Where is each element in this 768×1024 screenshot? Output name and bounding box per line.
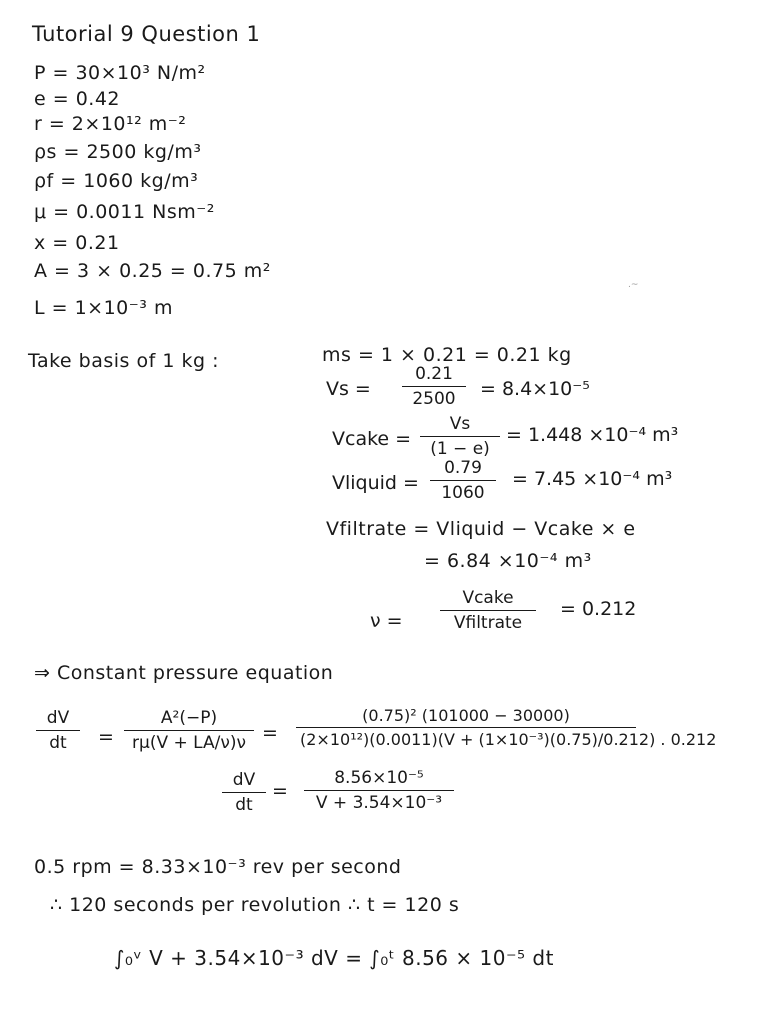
equals-sign: = bbox=[98, 726, 114, 748]
dvdt-fraction-2 bbox=[222, 770, 266, 815]
given-thickness: L = 1×10⁻³ m bbox=[34, 297, 173, 319]
given-pressure: P = 30×10³ N/m² bbox=[34, 62, 206, 84]
vs-result: = 8.4×10⁻⁵ bbox=[480, 378, 590, 400]
result-numerator: 8.56×10⁻⁵ bbox=[334, 768, 424, 788]
vcake-numerator: Vs bbox=[449, 414, 471, 434]
given-area: A = 3 × 0.25 = 0.75 m² bbox=[34, 260, 271, 282]
given-resistance: r = 2×10¹² m⁻² bbox=[34, 113, 187, 135]
basis-label: Take basis of 1 kg : bbox=[28, 350, 219, 372]
vliquid-denominator: 1060 bbox=[441, 483, 485, 503]
given-mass-fraction: x = 0.21 bbox=[34, 232, 120, 254]
equals-sign-2: = bbox=[262, 722, 278, 744]
given-fluid-density: ρf = 1060 kg/m³ bbox=[34, 170, 199, 192]
result-denominator: V + 3.54×10⁻³ bbox=[315, 793, 443, 813]
nu-fraction bbox=[440, 588, 536, 633]
integral-equation: ∫₀ᵛ V + 3.54×10⁻³ dV = ∫₀ᵗ 8.56 × 10⁻⁵ dt bbox=[114, 946, 554, 970]
dvdt-denominator: dt bbox=[49, 733, 67, 753]
nu-denominator: Vfiltrate bbox=[453, 613, 523, 633]
vfiltrate-line: Vfiltrate = Vliquid − Vcake × e bbox=[326, 518, 636, 540]
general-denominator: rμ(V + LA/ν)ν bbox=[132, 733, 246, 753]
result-fraction bbox=[304, 768, 454, 813]
vliquid-result: = 7.45 ×10⁻⁴ m³ bbox=[512, 468, 673, 490]
vs-denominator: 2500 bbox=[412, 389, 456, 409]
equals-sign-3: = bbox=[272, 780, 288, 802]
nu-lhs: ν = bbox=[370, 610, 403, 632]
solid-mass-line: ms = 1 × 0.21 = 0.21 kg bbox=[322, 344, 572, 366]
rotation-rate-line: 0.5 rpm = 8.33×10⁻³ rev per second bbox=[34, 856, 402, 878]
constant-pressure-label: ⇒ Constant pressure equation bbox=[34, 662, 334, 684]
substituted-denominator: (2×10¹²)(0.0011)(V + (1×10⁻³)(0.75)/0.212) . 0.212 bbox=[300, 730, 717, 749]
given-solid-density: ρs = 2500 kg/m³ bbox=[34, 141, 202, 163]
vs-fraction bbox=[402, 364, 466, 409]
pen-mark: .~ bbox=[628, 280, 639, 290]
substituted-numerator: (0.75)² (101000 − 30000) bbox=[362, 706, 570, 725]
vliquid-lhs: Vliquid = bbox=[332, 472, 419, 494]
vcake-denominator: (1 − e) bbox=[430, 439, 490, 459]
nu-numerator: Vcake bbox=[462, 588, 514, 608]
dvdt-denominator-2: dt bbox=[235, 795, 253, 815]
revolution-time-line: ∴ 120 seconds per revolution ∴ t = 120 s bbox=[50, 894, 460, 916]
substituted-fraction bbox=[296, 706, 717, 749]
vcake-result: = 1.448 ×10⁻⁴ m³ bbox=[506, 424, 679, 446]
page-heading: Tutorial 9 Question 1 bbox=[32, 22, 261, 46]
vs-lhs: Vs = bbox=[326, 378, 371, 400]
dvdt-numerator-2: dV bbox=[232, 770, 256, 790]
nu-result: = 0.212 bbox=[560, 598, 637, 620]
vliquid-numerator: 0.79 bbox=[444, 458, 482, 478]
given-porosity: e = 0.42 bbox=[34, 88, 120, 110]
vliquid-fraction bbox=[430, 458, 496, 503]
general-numerator: A²(−P) bbox=[160, 708, 218, 728]
vs-numerator: 0.21 bbox=[415, 364, 453, 384]
dvdt-fraction bbox=[36, 708, 80, 753]
vcake-lhs: Vcake = bbox=[332, 428, 412, 450]
dvdt-numerator: dV bbox=[46, 708, 70, 728]
vcake-fraction bbox=[420, 414, 500, 459]
general-equation-fraction bbox=[124, 708, 254, 753]
vfiltrate-result: = 6.84 ×10⁻⁴ m³ bbox=[424, 550, 592, 572]
given-viscosity: μ = 0.0011 Nsm⁻² bbox=[34, 201, 215, 223]
